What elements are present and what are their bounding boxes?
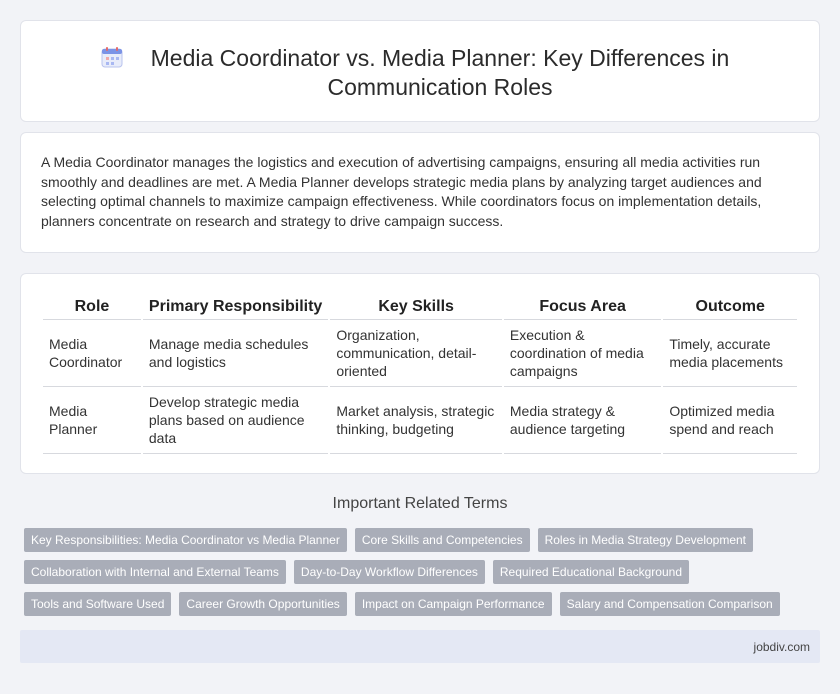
title-card: [20, 20, 820, 122]
table-header-row: [43, 294, 797, 320]
related-term-tag[interactable]: Impact on Campaign Performance: [355, 592, 552, 616]
related-terms-heading: Important Related Terms: [332, 495, 508, 512]
table-header-cell: Key Skills: [330, 294, 502, 320]
table-header-cell: Role: [43, 294, 141, 320]
table-cell: Media strategy & audience targeting: [504, 387, 661, 454]
related-term-tag[interactable]: Collaboration with Internal and External Teams: [24, 560, 286, 584]
related-term-tag[interactable]: Career Growth Opportunities: [179, 592, 346, 616]
table-cell: Manage media schedules and logistics: [143, 320, 328, 387]
comparison-table: [41, 294, 799, 454]
related-term-tag[interactable]: Required Educational Background: [493, 560, 689, 584]
intro-card: [20, 132, 820, 253]
footer-site-link[interactable]: jobdiv.com: [753, 640, 810, 654]
related-term-tag[interactable]: Core Skills and Competencies: [355, 528, 530, 552]
comparison-table-card: [20, 273, 820, 474]
table-cell: Market analysis, strategic thinking, budgeting: [330, 387, 502, 454]
related-term-tag[interactable]: Day-to-Day Workflow Differences: [294, 560, 485, 584]
intro-paragraph: A Media Coordinator manages the logistics and execution of advertising campaigns, ensuring all media activities run smoothly and deadlines are met. A Media Planner develops strategic media plans by analyzing target audiences and selecting optimal channels to maximize campaign effectiveness. While coordinators focus on implementation details, planners concentrate on research and strategy to drive campaign success.: [41, 154, 762, 229]
footer: [20, 630, 820, 663]
table-cell: Media Planner: [43, 387, 141, 454]
table-cell: Media Coordinator: [43, 320, 141, 387]
table-header-cell: Primary Responsibility: [143, 294, 328, 320]
page-title: Media Coordinator vs. Media Planner: Key Differences in Communication Roles: [150, 45, 730, 100]
table-cell: Organization, communication, detail-oriented: [330, 320, 502, 387]
table-cell: Execution & coordination of media campaigns: [504, 320, 661, 387]
related-term-tag[interactable]: Key Responsibilities: Media Coordinator vs Media Planner: [24, 528, 347, 552]
related-term-tag[interactable]: Salary and Compensation Comparison: [560, 592, 780, 616]
table-header-cell: Outcome: [663, 294, 797, 320]
table-row: [43, 387, 797, 454]
related-term-tag[interactable]: Roles in Media Strategy Development: [538, 528, 753, 552]
table-cell: Develop strategic media plans based on audience data: [143, 387, 328, 454]
table-cell: Optimized media spend and reach: [663, 387, 797, 454]
related-term-tag[interactable]: Tools and Software Used: [24, 592, 171, 616]
table-row: [43, 320, 797, 387]
related-terms-row: [24, 560, 824, 584]
related-terms-row: [24, 528, 824, 552]
table-cell: Timely, accurate media placements: [663, 320, 797, 387]
related-terms: [24, 528, 824, 624]
related-terms-row: [24, 592, 824, 616]
table-header-cell: Focus Area: [504, 294, 661, 320]
